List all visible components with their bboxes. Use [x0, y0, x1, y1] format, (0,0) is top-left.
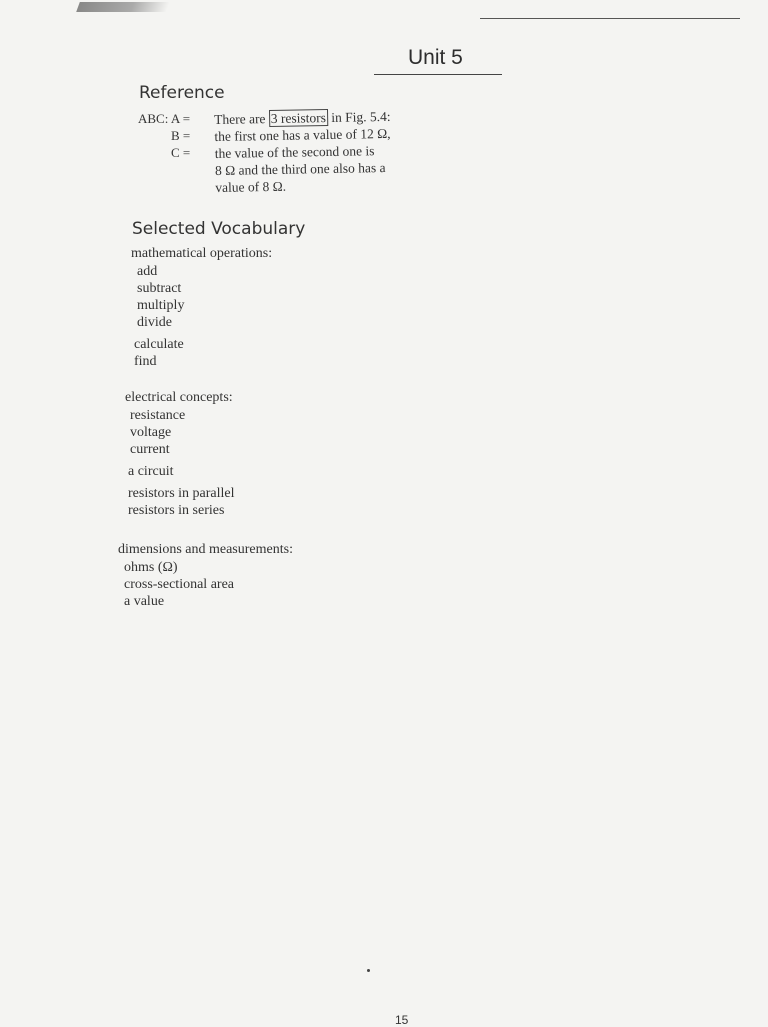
reference-line-5: value of 8 Ω. — [215, 178, 287, 195]
vocab-category: dimensions and measurements: — [118, 542, 293, 557]
vocab-item: ohms (Ω) — [124, 560, 178, 575]
vocab-item: add — [137, 264, 158, 279]
vocab-item: multiply — [137, 298, 185, 313]
vocab-category: electrical concepts: — [125, 390, 233, 405]
reference-line-3: the value of the second one is — [214, 143, 375, 161]
vocab-item: calculate — [134, 337, 184, 352]
label-b: B = — [171, 128, 191, 143]
unit-title: Unit 5 — [408, 46, 463, 69]
top-rule — [480, 18, 740, 19]
vocab-dimensions — [118, 541, 293, 610]
vocab-item: resistors in series — [128, 503, 225, 518]
vocab-list — [131, 263, 272, 331]
vocab-list — [131, 336, 272, 370]
vocab-item: a circuit — [128, 464, 174, 479]
vocab-electrical — [125, 389, 235, 519]
reference-heading: Reference — [139, 83, 225, 103]
reference-text-before-box: There are — [214, 111, 269, 127]
scan-artifact — [76, 2, 170, 12]
vocab-list — [125, 407, 235, 458]
vocab-item: resistance — [130, 408, 186, 423]
unit-title-underline — [374, 74, 502, 75]
vocab-category: mathematical operations: — [131, 246, 273, 261]
vocabulary-heading: Selected Vocabulary — [132, 219, 306, 239]
vocab-item: resistors in parallel — [128, 486, 235, 501]
reference-line-2: the first one has a value of 12 Ω, — [214, 125, 391, 144]
vocab-item: a value — [124, 594, 165, 609]
page-number: 15 — [395, 1013, 409, 1027]
vocab-item: find — [134, 354, 157, 369]
reference-text — [214, 107, 430, 196]
vocab-item: divide — [137, 315, 172, 330]
vocab-item: current — [130, 442, 170, 457]
vocab-mathematical — [131, 245, 272, 370]
label-c: C = — [171, 145, 191, 160]
vocab-list — [125, 485, 235, 519]
vocab-list — [125, 463, 235, 480]
vocab-list — [118, 559, 293, 610]
label-a: ABC: A = — [138, 111, 191, 126]
boxed-term: 3 resistors — [269, 109, 328, 127]
reference-text-after-box: in Fig. 5.4: — [327, 108, 391, 126]
vocab-item: voltage — [130, 425, 172, 440]
vocab-item: subtract — [137, 281, 182, 296]
reference-line-4: 8 Ω and the third one also has a — [214, 160, 386, 178]
reference-labels — [138, 110, 190, 161]
vocab-item: cross-sectional area — [124, 577, 234, 592]
scan-speck — [367, 969, 370, 972]
